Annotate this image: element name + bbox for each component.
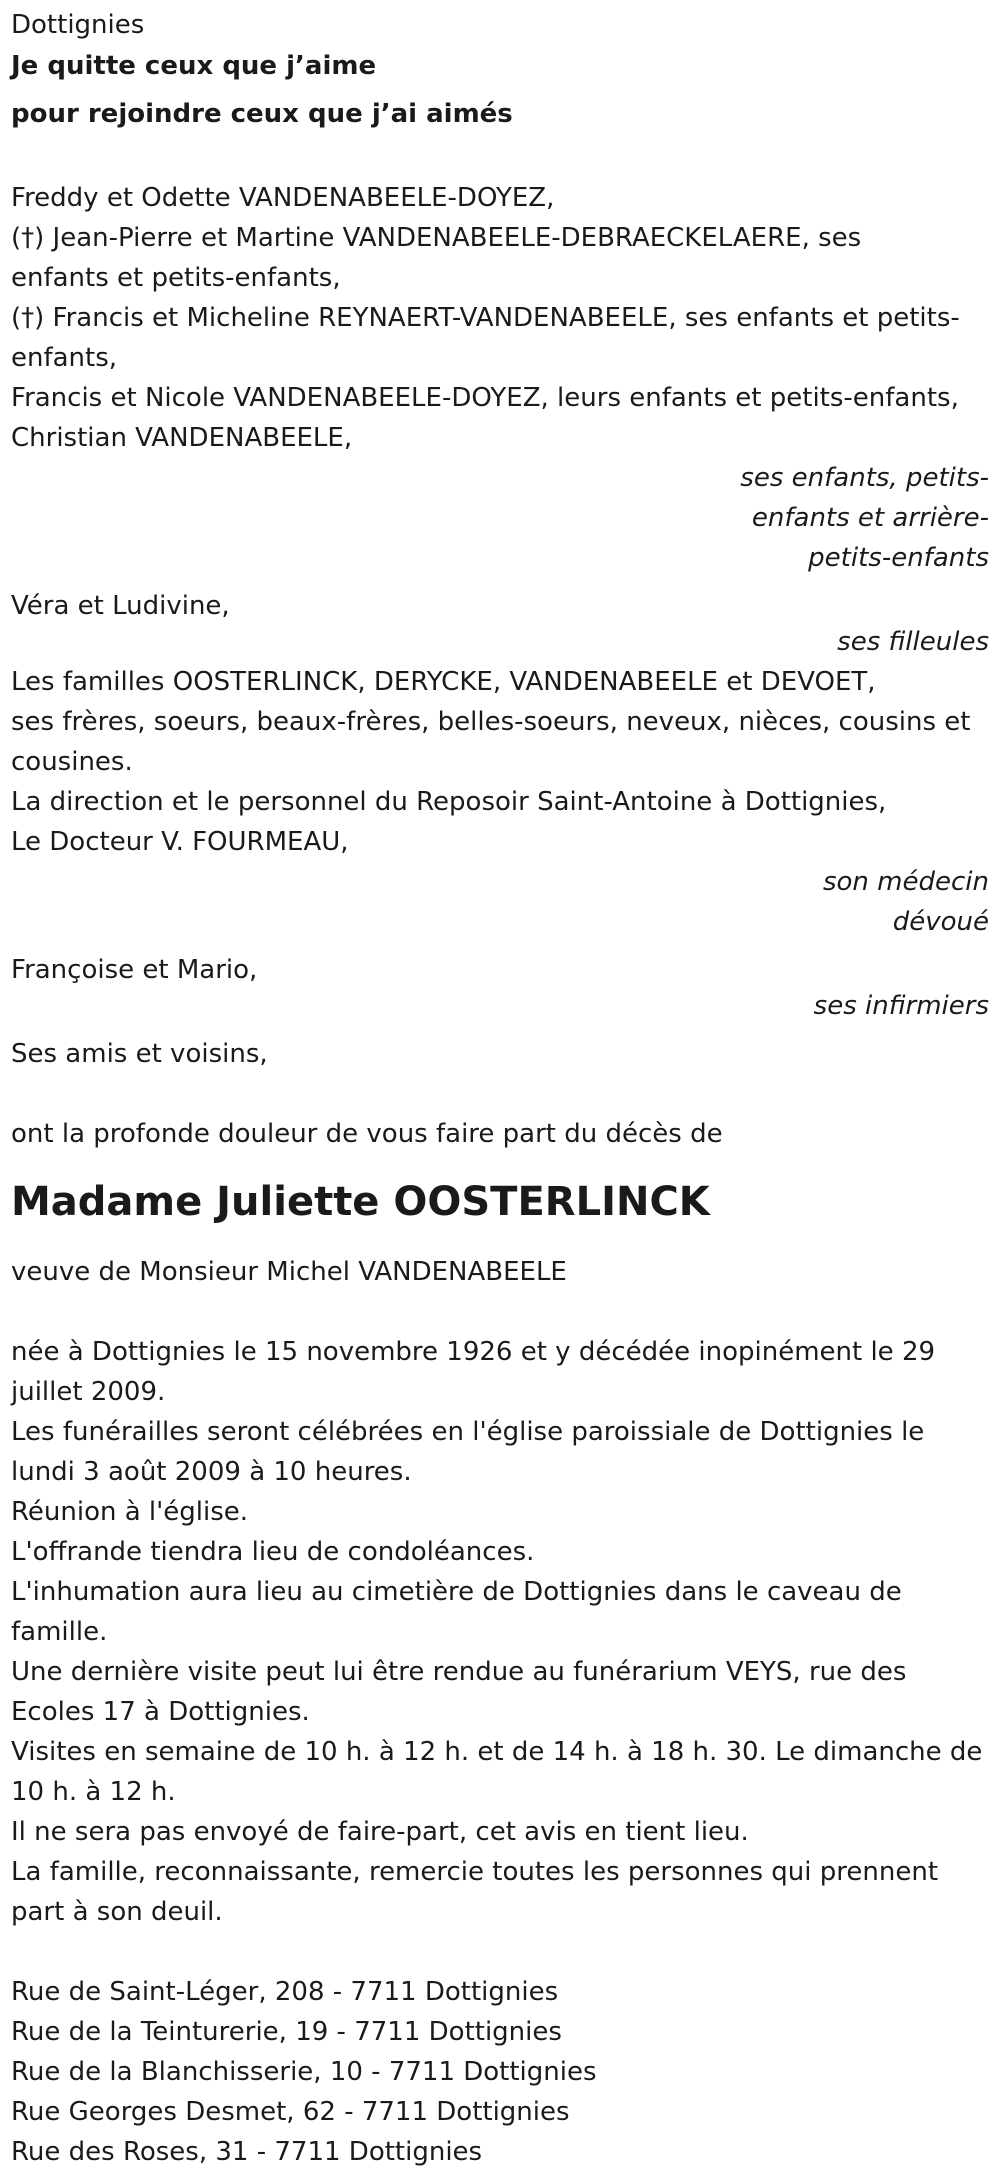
family-line: Francis et Nicole VANDENABEELE-DOYEZ, leurs enfants et petits-enfants, bbox=[11, 383, 959, 413]
family-line: Les familles OOSTERLINCK, DERYCKE, VANDENABEELE et DEVOET, bbox=[11, 667, 876, 697]
details-block bbox=[11, 1332, 989, 1932]
address-line: Rue Georges Desmet, 62 - 7711 Dottignies bbox=[11, 2097, 570, 2127]
family-line: cousines. bbox=[11, 747, 133, 777]
detail-line: famille. bbox=[11, 1617, 108, 1647]
quote-line-1: Je quitte ceux que j’aime bbox=[11, 51, 377, 81]
role-children: ses enfants, petits- bbox=[740, 463, 989, 493]
address-line: Rue de la Blanchisserie, 10 - 7711 Dottignies bbox=[11, 2057, 597, 2087]
widow-of: veuve de Monsieur Michel VANDENABEELE bbox=[11, 1257, 567, 1287]
detail-line: née à Dottignies le 15 novembre 1926 et y décédée inopinément le 29 bbox=[11, 1337, 936, 1367]
detail-line: L'offrande tiendra lieu de condoléances. bbox=[11, 1537, 535, 1567]
detail-line: lundi 3 août 2009 à 10 heures. bbox=[11, 1457, 412, 1487]
detail-line: La famille, reconnaissante, remercie toutes les personnes qui prennent bbox=[11, 1857, 939, 1887]
family-line: Freddy et Odette VANDENABEELE-DOYEZ, bbox=[11, 183, 555, 213]
address-line: Rue de la Teinturerie, 19 - 7711 Dottignies bbox=[11, 2017, 562, 2047]
family-line: Christian VANDENABEELE, bbox=[11, 423, 353, 453]
role-doctor: son médecin bbox=[822, 867, 989, 897]
detail-line: Ecoles 17 à Dottignies. bbox=[11, 1697, 310, 1727]
family-line: ses frères, soeurs, beaux-frères, belles-soeurs, neveux, nièces, cousins et bbox=[11, 707, 971, 737]
role-nurses: ses infirmiers bbox=[813, 991, 989, 1021]
detail-line: 10 h. à 12 h. bbox=[11, 1777, 176, 1807]
family-list bbox=[11, 178, 989, 1074]
address-line: Rue de Saint-Léger, 208 - 7711 Dottignies bbox=[11, 1977, 559, 2007]
role-children: petits-enfants bbox=[808, 543, 989, 573]
detail-line: juillet 2009. bbox=[11, 1377, 166, 1407]
address-line: Rue des Roses, 31 - 7711 Dottignies bbox=[11, 2137, 483, 2167]
announcement: ont la profonde douleur de vous faire part du décès de bbox=[11, 1119, 723, 1149]
family-line: enfants, bbox=[11, 343, 118, 373]
address-list bbox=[11, 1972, 989, 2172]
deceased-name: Madame Juliette OOSTERLINCK bbox=[11, 1179, 710, 1225]
role-goddaughters: ses filleules bbox=[837, 627, 989, 657]
detail-line: part à son deuil. bbox=[11, 1897, 223, 1927]
detail-line: Réunion à l'église. bbox=[11, 1497, 249, 1527]
detail-line: L'inhumation aura lieu au cimetière de Dottignies dans le caveau de bbox=[11, 1577, 902, 1607]
place-header: Dottignies bbox=[11, 10, 145, 40]
role-children: enfants et arrière- bbox=[751, 503, 989, 533]
detail-line: Une dernière visite peut lui être rendue au funérarium VEYS, rue des bbox=[11, 1657, 907, 1687]
role-doctor: dévoué bbox=[892, 907, 989, 937]
quote-line-2: pour rejoindre ceux que j’ai aimés bbox=[11, 99, 513, 129]
friends-line: Ses amis et voisins, bbox=[11, 1039, 268, 1069]
family-line: enfants et petits-enfants, bbox=[11, 263, 341, 293]
family-line: La direction et le personnel du Reposoir Saint-Antoine à Dottignies, bbox=[11, 787, 887, 817]
doctor-line: Le Docteur V. FOURMEAU, bbox=[11, 827, 349, 857]
family-line: (†) Jean-Pierre et Martine VANDENABEELE-DEBRAECKELAERE, ses bbox=[11, 223, 862, 253]
nurses-line: Françoise et Mario, bbox=[11, 955, 258, 985]
family-line: (†) Francis et Micheline REYNAERT-VANDENABEELE, ses enfants et petits- bbox=[11, 303, 960, 333]
detail-line: Les funérailles seront célébrées en l'église paroissiale de Dottignies le bbox=[11, 1417, 925, 1447]
goddaughters-line: Véra et Ludivine, bbox=[11, 591, 230, 621]
detail-line: Il ne sera pas envoyé de faire-part, cet avis en tient lieu. bbox=[11, 1817, 749, 1847]
detail-line: Visites en semaine de 10 h. à 12 h. et de 14 h. à 18 h. 30. Le dimanche de bbox=[11, 1737, 983, 1767]
